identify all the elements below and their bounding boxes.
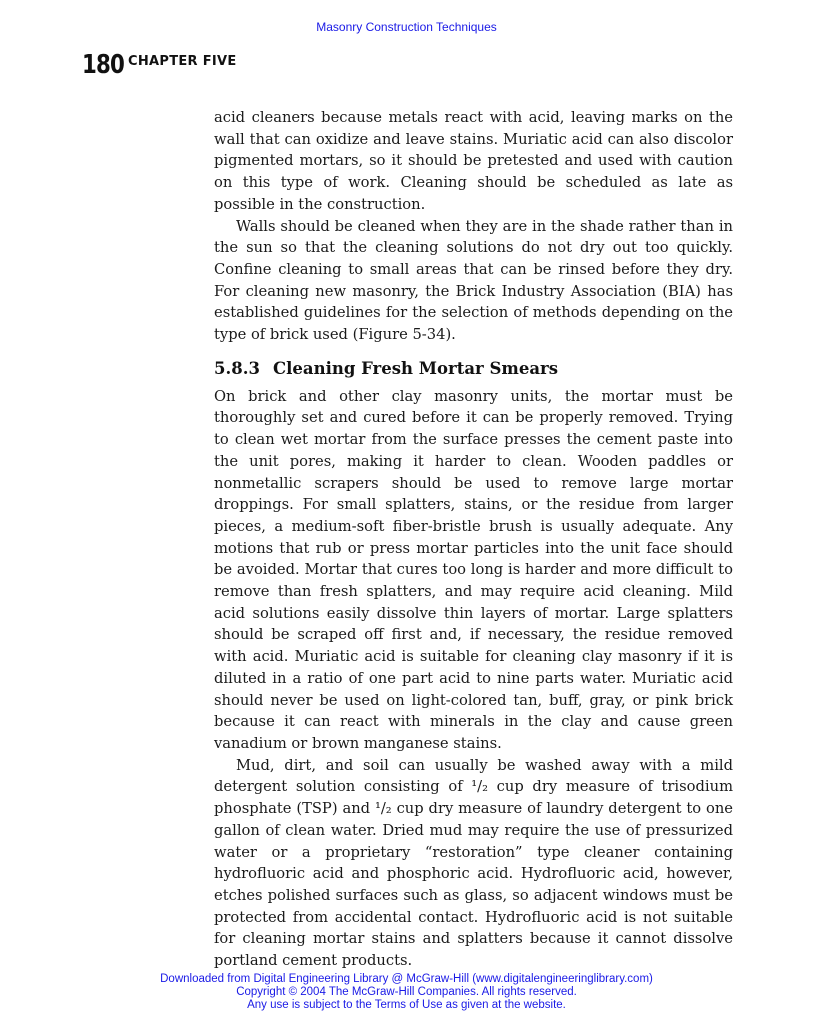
paragraph: Mud, dirt, and soil can usually be washed away with a mild detergent solution consisting of ¹/₂ cup dry measure of trisodium phosphate (TSP) and ¹/₂ cup dry measure of laundry detergent to one gallon of clean water. Dried mud may require the use of pressurized water or a proprietary “restoration” type cleaner containing hydrofluoric acid and phosphoric acid. Hydrofluoric acid, however, etches polished surfaces such as glass, so adjacent windows must be protected from accidental contact. Hydrofluoric acid is not suitable for cleaning mortar stains and splatters because it cannot dissolve portland cement products.: [214, 756, 733, 970]
paragraph: Walls should be cleaned when they are in the shade rather than in the sun so that the cleaning solutions do not dry out too quickly. Confine cleaning to small areas that can be rinsed before they dry. For cleaning new masonry, the Brick Industry Association (BIA) has established guidelines for the selection of methods depending on the type of brick used (Figure 5-34).: [214, 217, 733, 344]
page-header: [82, 50, 237, 80]
paragraph: On brick and other clay masonry units, the mortar must be thoroughly set and cured before it can be properly removed. Trying to clean wet mortar from the surface presses the cement paste into the unit pores, making it harder to clean. Wooden paddles or nonmetallic scrapers should be used to remove large mortar droppings. For small splatters, stains, or the residue from larger pieces, a medium-soft fiber-bristle brush is usually adequate. Any motions that rub or press mortar particles into the unit face should be avoided. Mortar that cures too long is harder and more difficult to remove than fresh splatters, and may require acid cleaning. Mild acid solutions easily dissolve thin layers of mortar. Large splatters should be scraped off first and, if necessary, the residue removed with acid. Muriatic acid is suitable for cleaning clay masonry if it is diluted in a ratio of one part acid to nine parts water. Muriatic acid should never be used on light-colored tan, buff, gray, or pink brick because it can react with minerals in the clay and cause green vanadium or brown manganese stains.: [214, 387, 733, 752]
footer-download-link[interactable]: Downloaded from Digital Engineering Library @ McGraw-Hill (www.digitalengineeringlibrary.com): [160, 973, 653, 985]
page-number: 180: [82, 50, 125, 80]
section-heading: [214, 358, 733, 380]
section-title: Cleaning Fresh Mortar Smears: [273, 358, 559, 378]
footer-terms-link[interactable]: Any use is subject to the Terms of Use as given at the website.: [247, 999, 566, 1011]
book-title-link[interactable]: Masonry Construction Techniques: [316, 20, 497, 34]
footer: [0, 973, 813, 1012]
footer-copyright[interactable]: Copyright © 2004 The McGraw-Hill Companies. All rights reserved.: [236, 986, 577, 998]
paragraph: acid cleaners because metals react with acid, leaving marks on the wall that can oxidize and leave stains. Muriatic acid can also discolor pigmented mortars, so it should be pretested and used with caution on this type of work. Cleaning should be scheduled as late as possible in the construction.: [214, 109, 733, 213]
page-body: [214, 107, 733, 972]
section-number: 5.8.3: [214, 358, 260, 378]
chapter-label: CHAPTER FIVE: [128, 54, 237, 69]
